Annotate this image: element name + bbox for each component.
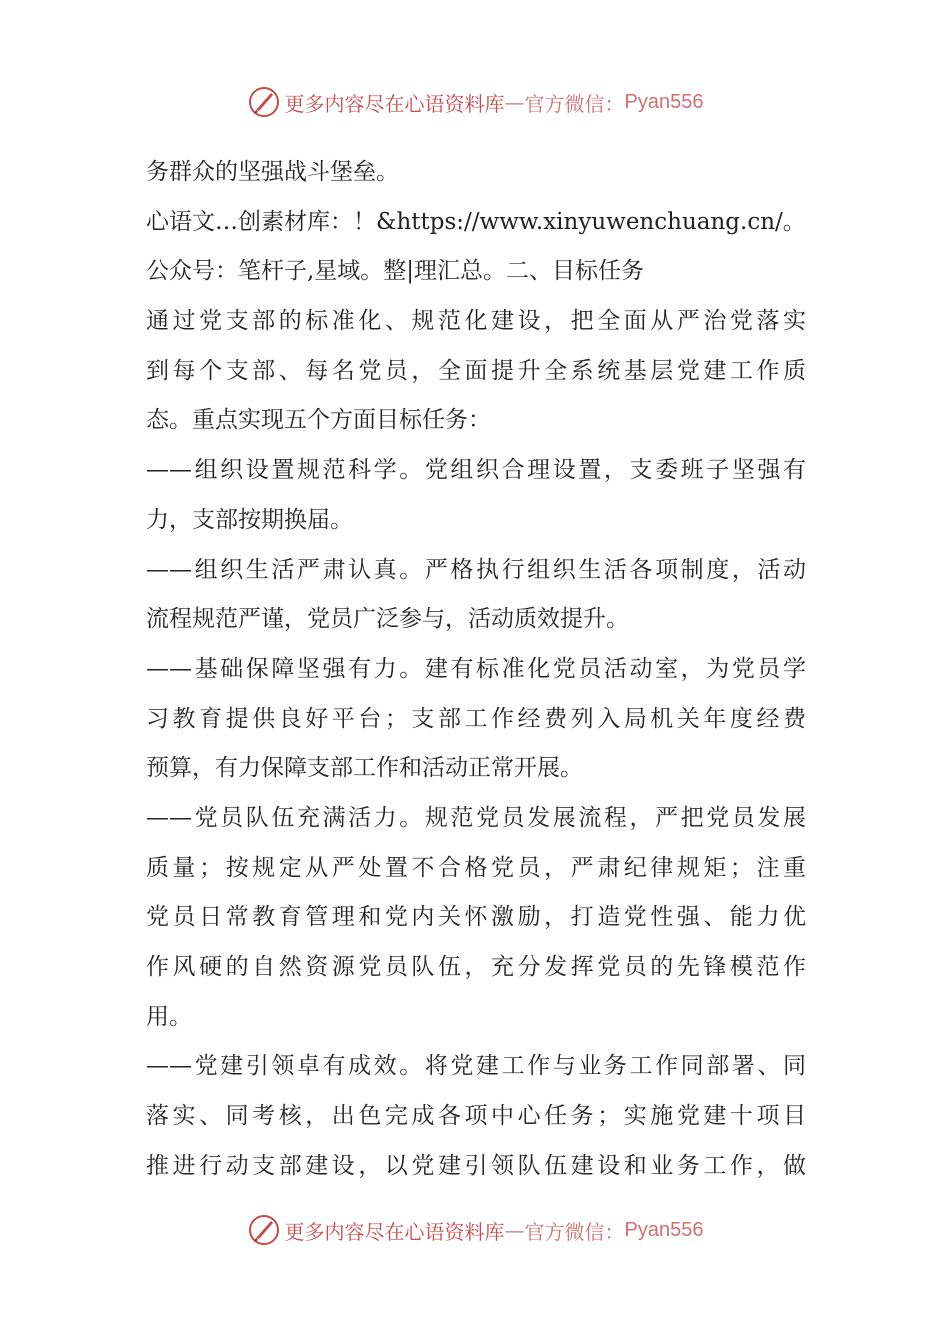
body-line: 作风硬的自然资源党员队伍，充分发挥党员的先锋模范作	[146, 954, 806, 980]
body-line: 习教育提供良好平台；支部工作经费列入局机关年度经费	[146, 705, 806, 732]
body-line: 党员日常教育管理和党内关怀激励，打造党性强、能力优	[146, 904, 806, 931]
body-line: ——党建引领卓有成效。将党建工作与业务工作同部署、同	[146, 1053, 806, 1080]
footer-wechat-label: 官方微信：	[524, 1219, 625, 1244]
body-line: 公众号：笔杆子,星域。整|理汇总。二、目标任务	[146, 258, 645, 285]
quill-logo-icon	[247, 1213, 281, 1247]
body-line: 通过党支部的标准化、规范化建设，把全面从严治党落实	[146, 308, 806, 335]
quill-logo-icon	[247, 85, 281, 119]
header-banner	[0, 82, 950, 122]
body-line: 态。重点实现五个方面目标任务：	[146, 407, 491, 434]
header-brand: 更多内容尽在心语资料库	[284, 91, 505, 116]
body-line: 质量；按规定从严处置不合格党员，严肃纪律规矩；注重	[146, 854, 806, 881]
body-line: ——组织生活严肃认真。严格执行组织生活各项制度，活动	[146, 556, 806, 583]
body-line: 到每个支部、每名党员，全面提升全系统基层党建工作质	[146, 357, 806, 384]
body-line: ——组织设置规范科学。党组织合理设置，支委班子坚强有	[146, 457, 806, 484]
body-line: 落实、同考核，出色完成各项中心任务；实施党建十项目	[146, 1103, 806, 1130]
body-line: 流程规范严谨，党员广泛参与，活动质效提升。	[146, 606, 629, 633]
header-wechat-id: Pyan556	[624, 90, 704, 113]
body-line: ——党员队伍充满活力。规范党员发展流程，严把党员发展	[146, 804, 806, 831]
header-dash: —	[504, 90, 525, 114]
header-wechat-label: 官方微信：	[524, 91, 625, 116]
body-line: 务群众的坚强战斗堡垒。	[146, 159, 399, 185]
document-body	[146, 148, 806, 1191]
body-line: 推进行动支部建设，以党建引领队伍建设和业务工作，做	[146, 1152, 806, 1179]
footer-wechat-id: Pyan556	[624, 1218, 704, 1241]
body-line: 用。	[146, 1003, 192, 1030]
body-line: ——基础保障坚强有力。建有标准化党员活动室，为党员学	[146, 655, 806, 682]
body-line: 心语文…创素材库：！&https://www.xinyuwenchuang.cn/。	[146, 208, 806, 235]
footer-banner	[0, 1210, 950, 1250]
footer-dash: —	[504, 1218, 525, 1242]
footer-brand: 更多内容尽在心语资料库	[284, 1219, 505, 1244]
body-line: 预算，有力保障支部工作和活动正常开展。	[146, 755, 583, 782]
body-line: 力，支部按期换届。	[146, 506, 353, 533]
